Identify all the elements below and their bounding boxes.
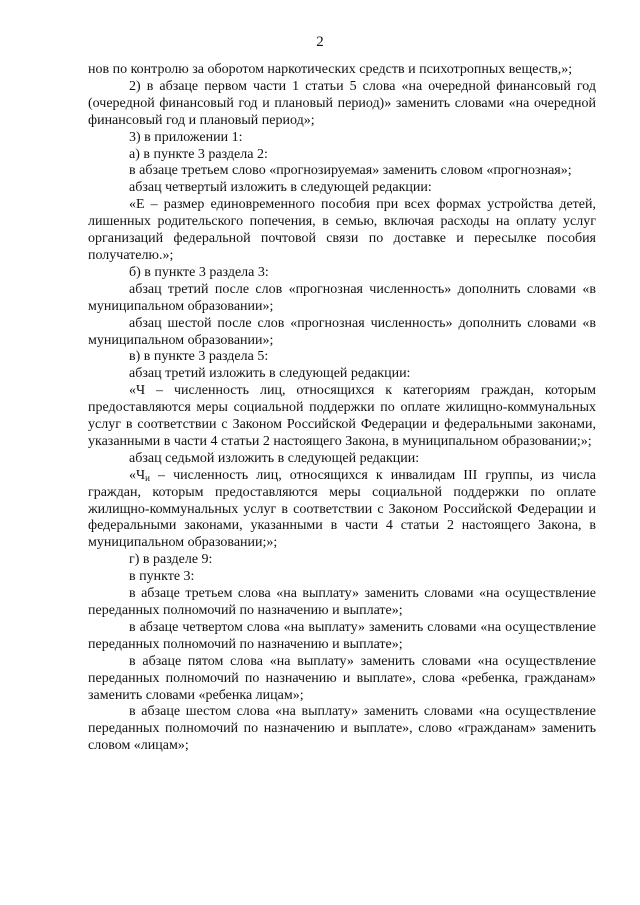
page-number: 2 — [316, 34, 324, 50]
paragraph-8: б) в пункте 3 раздела 3: — [129, 264, 269, 280]
paragraph-7: «Е – размер единовременного пособия при всех формах устройства детей, лишенных родительского попечения, в семью, включая расходы на оплату услуг организаций федеральной почтовой связи по доставке и пересылке пособия получателю.»; — [88, 197, 596, 263]
paragraph-13: «Ч – численность лиц, относящихся к категориям граждан, которым предоставляются меры социальной поддержки по оплате жилищно-коммунальных услуг в соответствии с Законом Российской Федерации и федеральными законами, указанными в части 4 статьи 2 настоящего Закона, в муниципальном образовании;»; — [88, 383, 596, 449]
paragraph-6: абзац четвертый изложить в следующей редакции: — [129, 180, 432, 196]
formula-symbol: «Ч — [129, 467, 146, 483]
paragraph-10: абзац шестой после слов «прогнозная численность» дополнить словами «в муниципальном образовании»; — [88, 315, 596, 348]
paragraph-5: в абзаце третьем слово «прогнозируемая» заменить словом «прогнозная»; — [129, 163, 572, 179]
paragraph-4: а) в пункте 3 раздела 2: — [129, 146, 268, 162]
paragraph-2: 2) в абзаце первом части 1 статьи 5 слова «на очередной финансовый год (очередной финансовый год и плановый период)» заменить словами «на очередной финансовый год и плановый период»; — [88, 78, 596, 128]
paragraph-17: в пункте 3: — [129, 569, 195, 585]
paragraph-12: абзац третий изложить в следующей редакции: — [129, 366, 411, 382]
paragraph-15 — [88, 468, 596, 553]
paragraph-9: абзац третий после слов «прогнозная численность» дополнить словами «в муниципальном образовании»; — [88, 281, 596, 314]
paragraph-20: в абзаце пятом слова «на выплату» заменить словами «на осуществление переданных полномочий по назначению и выплате», слова «ребенка, гражданам» заменить словами «ребенка лицам»; — [88, 653, 596, 703]
document-body — [88, 62, 596, 755]
paragraph-11: в) в пункте 3 раздела 5: — [129, 349, 269, 365]
paragraph-16: г) в разделе 9: — [129, 552, 213, 568]
paragraph-21: в абзаце шестом слова «на выплату» заменить словами «на осуществление переданных полномочий по назначению и выплате», слово «гражданам» заменить словом «лицам»; — [88, 704, 596, 754]
paragraph-18: в абзаце третьем слова «на выплату» заменить словами «на осуществление переданных полномочий по назначению и выплате»; — [88, 586, 596, 618]
paragraph-19: в абзаце четвертом слова «на выплату» заменить словами «на осуществление переданных полномочий по назначению и выплате»; — [88, 619, 596, 652]
paragraph-14: абзац седьмой изложить в следующей редакции: — [129, 450, 420, 466]
paragraph-1: нов по контролю за оборотом наркотических средств и психотропных веществ,»; — [88, 62, 573, 77]
paragraph-3: 3) в приложении 1: — [129, 129, 243, 145]
formula-subscript: и — [145, 472, 150, 483]
paragraph-15-text: – численность лиц, относящихся к инвалидам III группы, из числа граждан, которым предоставляются меры социальной поддержки по оплате жилищно-коммунальных услуг в соответствии с Законом Российской Федерации и федеральными законами, указанными в части 4 статьи 2 настоящего Закона, в муниципальном образовании;»; — [88, 467, 596, 551]
